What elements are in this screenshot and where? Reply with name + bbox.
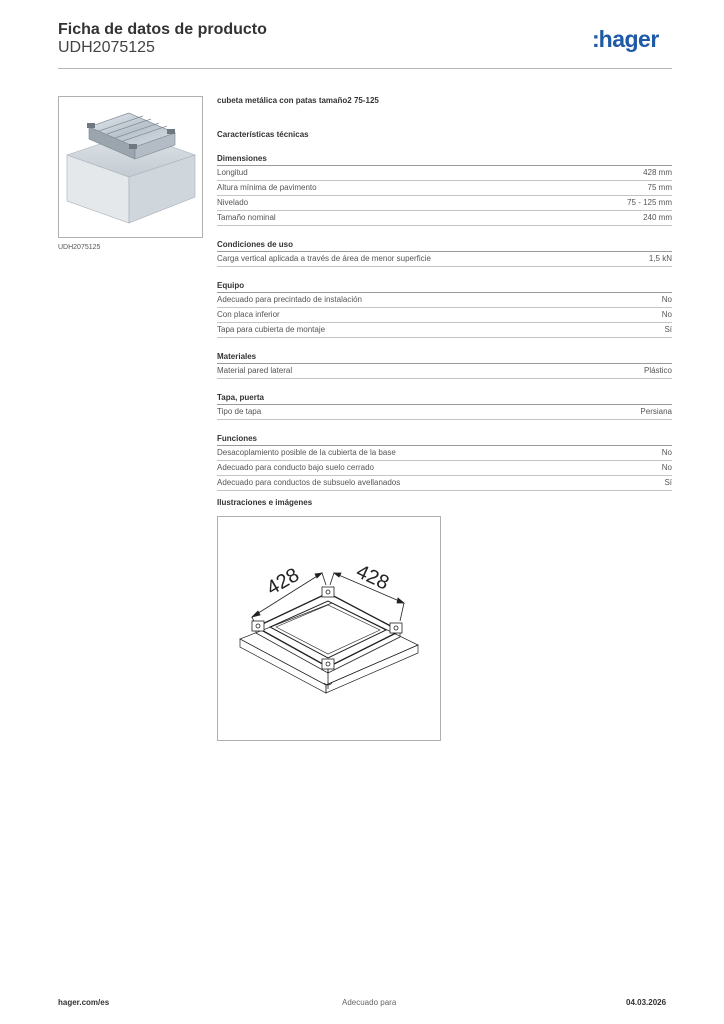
page-title: Ficha de datos de producto [58,21,267,38]
floor-box-photo-icon [59,97,202,237]
product-code: UDH2075125 [58,39,155,56]
spec-label: Carga vertical aplicada a través de área de menor superficie [217,254,431,263]
spec-row [217,166,672,181]
section-title: Dimensiones [217,154,672,166]
photo-caption: UDH2075125 [58,244,101,251]
spec-value: 75 mm [647,183,672,192]
dimension-left-label: 428 [263,563,303,600]
illustrations-title: Ilustraciones e imágenes [217,498,313,507]
spec-label: Material pared lateral [217,366,293,375]
logo-dots-icon: : [592,26,598,52]
footer-date: 04.03.2026 [626,998,667,1007]
spec-value: No [661,310,672,319]
footer-website: hager.com/es [58,998,110,1007]
footer-center-text: Adecuado para [342,998,397,1007]
spec-label: Con placa inferior [217,310,280,319]
section-equipo [217,281,672,338]
dimension-drawing-icon [218,517,440,740]
product-photo [58,96,203,238]
spec-row [217,405,672,420]
section-title: Equipo [217,281,672,293]
spec-value: 1,5 kN [648,254,672,263]
spec-row [217,211,672,226]
spec-value: No [661,463,672,472]
section-tapa-puerta [217,393,672,420]
spec-row [217,252,672,267]
section-title: Condiciones de uso [217,240,672,252]
hager-logo [592,26,659,53]
section-title: Tapa, puerta [217,393,672,405]
section-title: Funciones [217,434,672,446]
spec-label: Longitud [217,168,248,177]
spec-label: Altura mínima de pavimento [217,183,317,192]
spec-label: Adecuado para conductos de subsuelo avellanados [217,478,401,487]
spec-label: Tipo de tapa [217,407,262,416]
spec-row [217,461,672,476]
spec-row [217,364,672,379]
spec-value: Persiana [640,407,672,416]
spec-row [217,446,672,461]
spec-value: No [661,295,672,304]
spec-value: 428 mm [643,168,672,177]
section-materiales [217,352,672,379]
spec-value: Plástico [643,366,672,375]
spec-row [217,293,672,308]
spec-label: Desacoplamiento posible de la cubierta de la base [217,448,396,457]
tech-characteristics-title: Características técnicas [217,130,309,139]
header-divider [58,68,672,69]
spec-value: 240 mm [643,213,672,222]
spec-row [217,308,672,323]
spec-label: Tamaño nominal [217,213,276,222]
section-condiciones-de-uso [217,240,672,267]
spec-row [217,323,672,338]
section-funciones [217,434,672,491]
dimension-right-label: 428 [352,560,393,595]
spec-label: Tapa para cubierta de montaje [217,325,326,334]
spec-label: Adecuado para precintado de instalación [217,295,362,304]
logo-text: hager [598,26,659,52]
section-title: Materiales [217,352,672,364]
spec-row [217,476,672,491]
dimension-drawing [217,516,441,741]
product-specs [217,96,672,491]
spec-value: No [661,448,672,457]
spec-label: Nivelado [217,198,249,207]
product-description: cubeta metálica con patas tamaño2 75-125 [217,96,379,105]
spec-row [217,196,672,211]
spec-value: 75 - 125 mm [627,198,672,207]
section-dimensiones [217,154,672,226]
spec-value: Sí [664,325,672,334]
spec-label: Adecuado para conducto bajo suelo cerrado [217,463,374,472]
spec-value: Sí [664,478,672,487]
spec-row [217,181,672,196]
